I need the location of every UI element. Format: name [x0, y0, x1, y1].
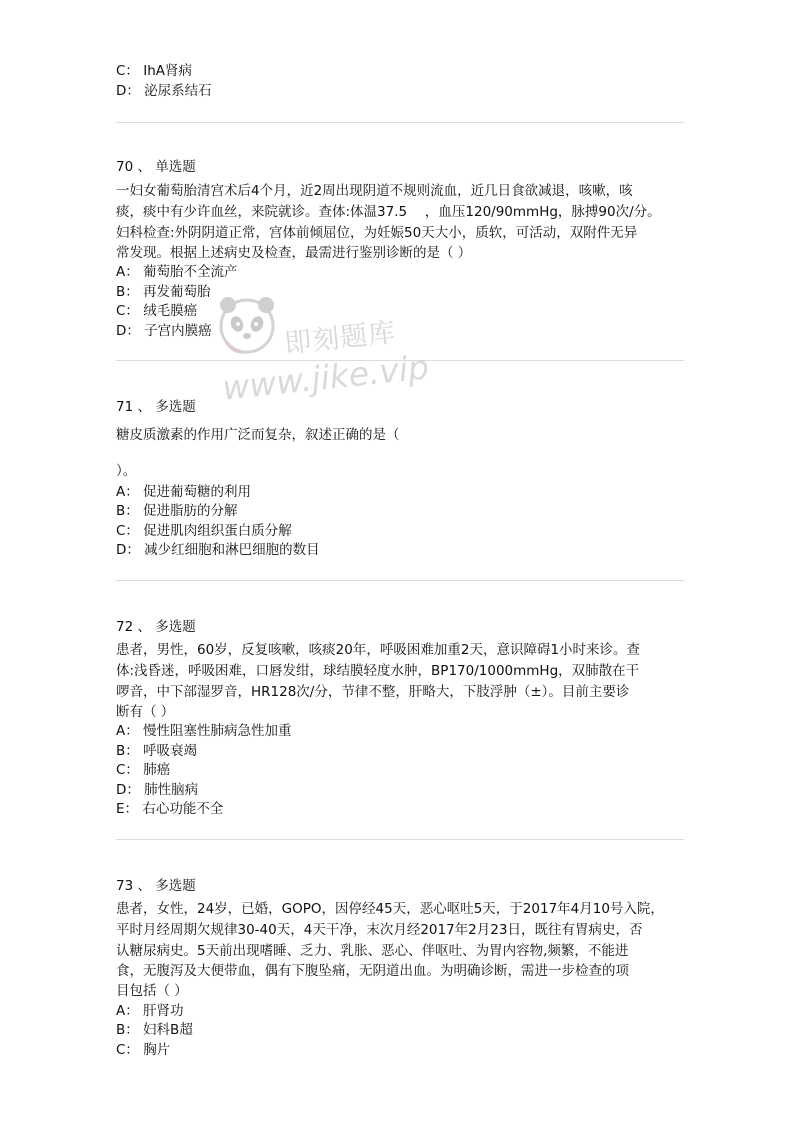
q73-option-c: C： 胸片 — [116, 1042, 171, 1058]
panda-logo-icon — [214, 292, 280, 358]
question-divider — [116, 580, 684, 581]
q72-stem-line: 体:浅昏迷，呼吸困难，口唇发绀，球结膜轻度水肿，BP170/1000mmHg，双肺散在干 — [116, 663, 640, 679]
q70-option-a: A： 葡萄胎不全流产 — [116, 264, 238, 280]
q71-option-d: D： 减少红细胞和淋巴细胞的数目 — [116, 542, 320, 558]
q71-option-c: C： 促进肌肉组织蛋白质分解 — [116, 523, 292, 539]
q70-header: 70 、 单选题 — [116, 159, 196, 175]
q73-stem-line: 平时月经周期欠规律30-40天，4天干净，末次月经2017年2月23日，既往有胃病史，否 — [116, 922, 643, 938]
q72-stem-line: 啰音，中下部湿罗音，HR128次/分，节律不整，肝略大，下肢浮肿（±）。目前主要诊 — [116, 684, 630, 700]
q73-stem-line: 食，无腹泻及大便带血，偶有下腹坠痛，无阴道出血。为明确诊断，需进一步检查的项 — [116, 963, 629, 979]
question-divider — [116, 839, 684, 840]
q73-stem-line: 认糖尿病史。5天前出现嗜睡、乏力、乳胀、恶心、伴呕吐、为胃内容物,频繁，不能进 — [116, 943, 629, 959]
question-divider — [116, 122, 684, 123]
q71-option-b: B： 促进脂肪的分解 — [116, 503, 238, 519]
q72-option-e: E： 右心功能不全 — [116, 801, 224, 817]
watermark — [214, 286, 431, 416]
q71-stem-line: ）。 — [116, 463, 137, 479]
watermark-brand-text: 即刻题库 — [283, 317, 398, 360]
watermark-url-text: www.jike.vip — [220, 347, 431, 408]
q73-header: 73 、 多选题 — [116, 878, 196, 894]
q70-stem-line: 痰，痰中有少许血丝，来院就诊。查体:体温37.5 ，血压120/90mmHg，脉搏90次/分。 — [116, 204, 661, 220]
q72-stem-line: 断有（ ） — [116, 704, 175, 720]
q70-option-d: D： 子宫内膜癌 — [116, 323, 212, 339]
q72-option-b: B： 呼吸衰竭 — [116, 743, 198, 759]
q70-stem-line: 妇科检查:外阴阴道正常，宫体前倾屈位，为妊娠50天大小，质软，可活动，双附件无异 — [116, 225, 638, 241]
q73-stem-line: 目包括（ ） — [116, 983, 188, 999]
q69-option-c: C： IhA肾病 — [116, 63, 192, 79]
question-divider — [116, 360, 684, 361]
q71-stem-line: 糖皮质激素的作用广泛而复杂，叙述正确的是（ — [116, 427, 400, 443]
q71-header: 71 、 多选题 — [116, 399, 196, 415]
q72-option-d: D： 肺性脑病 — [116, 782, 199, 798]
q69-option-d: D： 泌尿系结石 — [116, 83, 212, 99]
q70-option-b: B： 再发葡萄胎 — [116, 284, 211, 300]
q73-option-b: B： 妇科B超 — [116, 1022, 193, 1038]
q70-stem-line: 一妇女葡萄胎清宫术后4个月，近2周出现阴道不规则流血，近几日食欲减退，咳嗽，咳 — [116, 183, 633, 199]
q72-option-a: A： 慢性阻塞性肺病急性加重 — [116, 723, 292, 739]
q73-stem-line: 患者，女性，24岁，已婚，GOPO，因停经45天，恶心呕吐5天，于2017年4月10号入院， — [116, 901, 664, 917]
q72-header: 72 、 多选题 — [116, 619, 196, 635]
q71-option-a: A： 促进葡萄糖的利用 — [116, 484, 252, 500]
q70-stem-line: 常发现。根据上述病史及检查，最需进行鉴别诊断的是（ ） — [116, 245, 472, 261]
q72-stem-line: 患者，男性，60岁，反复咳嗽，咳痰20年，呼吸困难加重2天，意识障碍1小时来诊。查 — [116, 642, 641, 658]
q72-option-c: C： 肺癌 — [116, 762, 171, 778]
q73-option-a: A： 肝肾功 — [116, 1003, 184, 1019]
q70-option-c: C： 绒毛膜癌 — [116, 303, 198, 319]
